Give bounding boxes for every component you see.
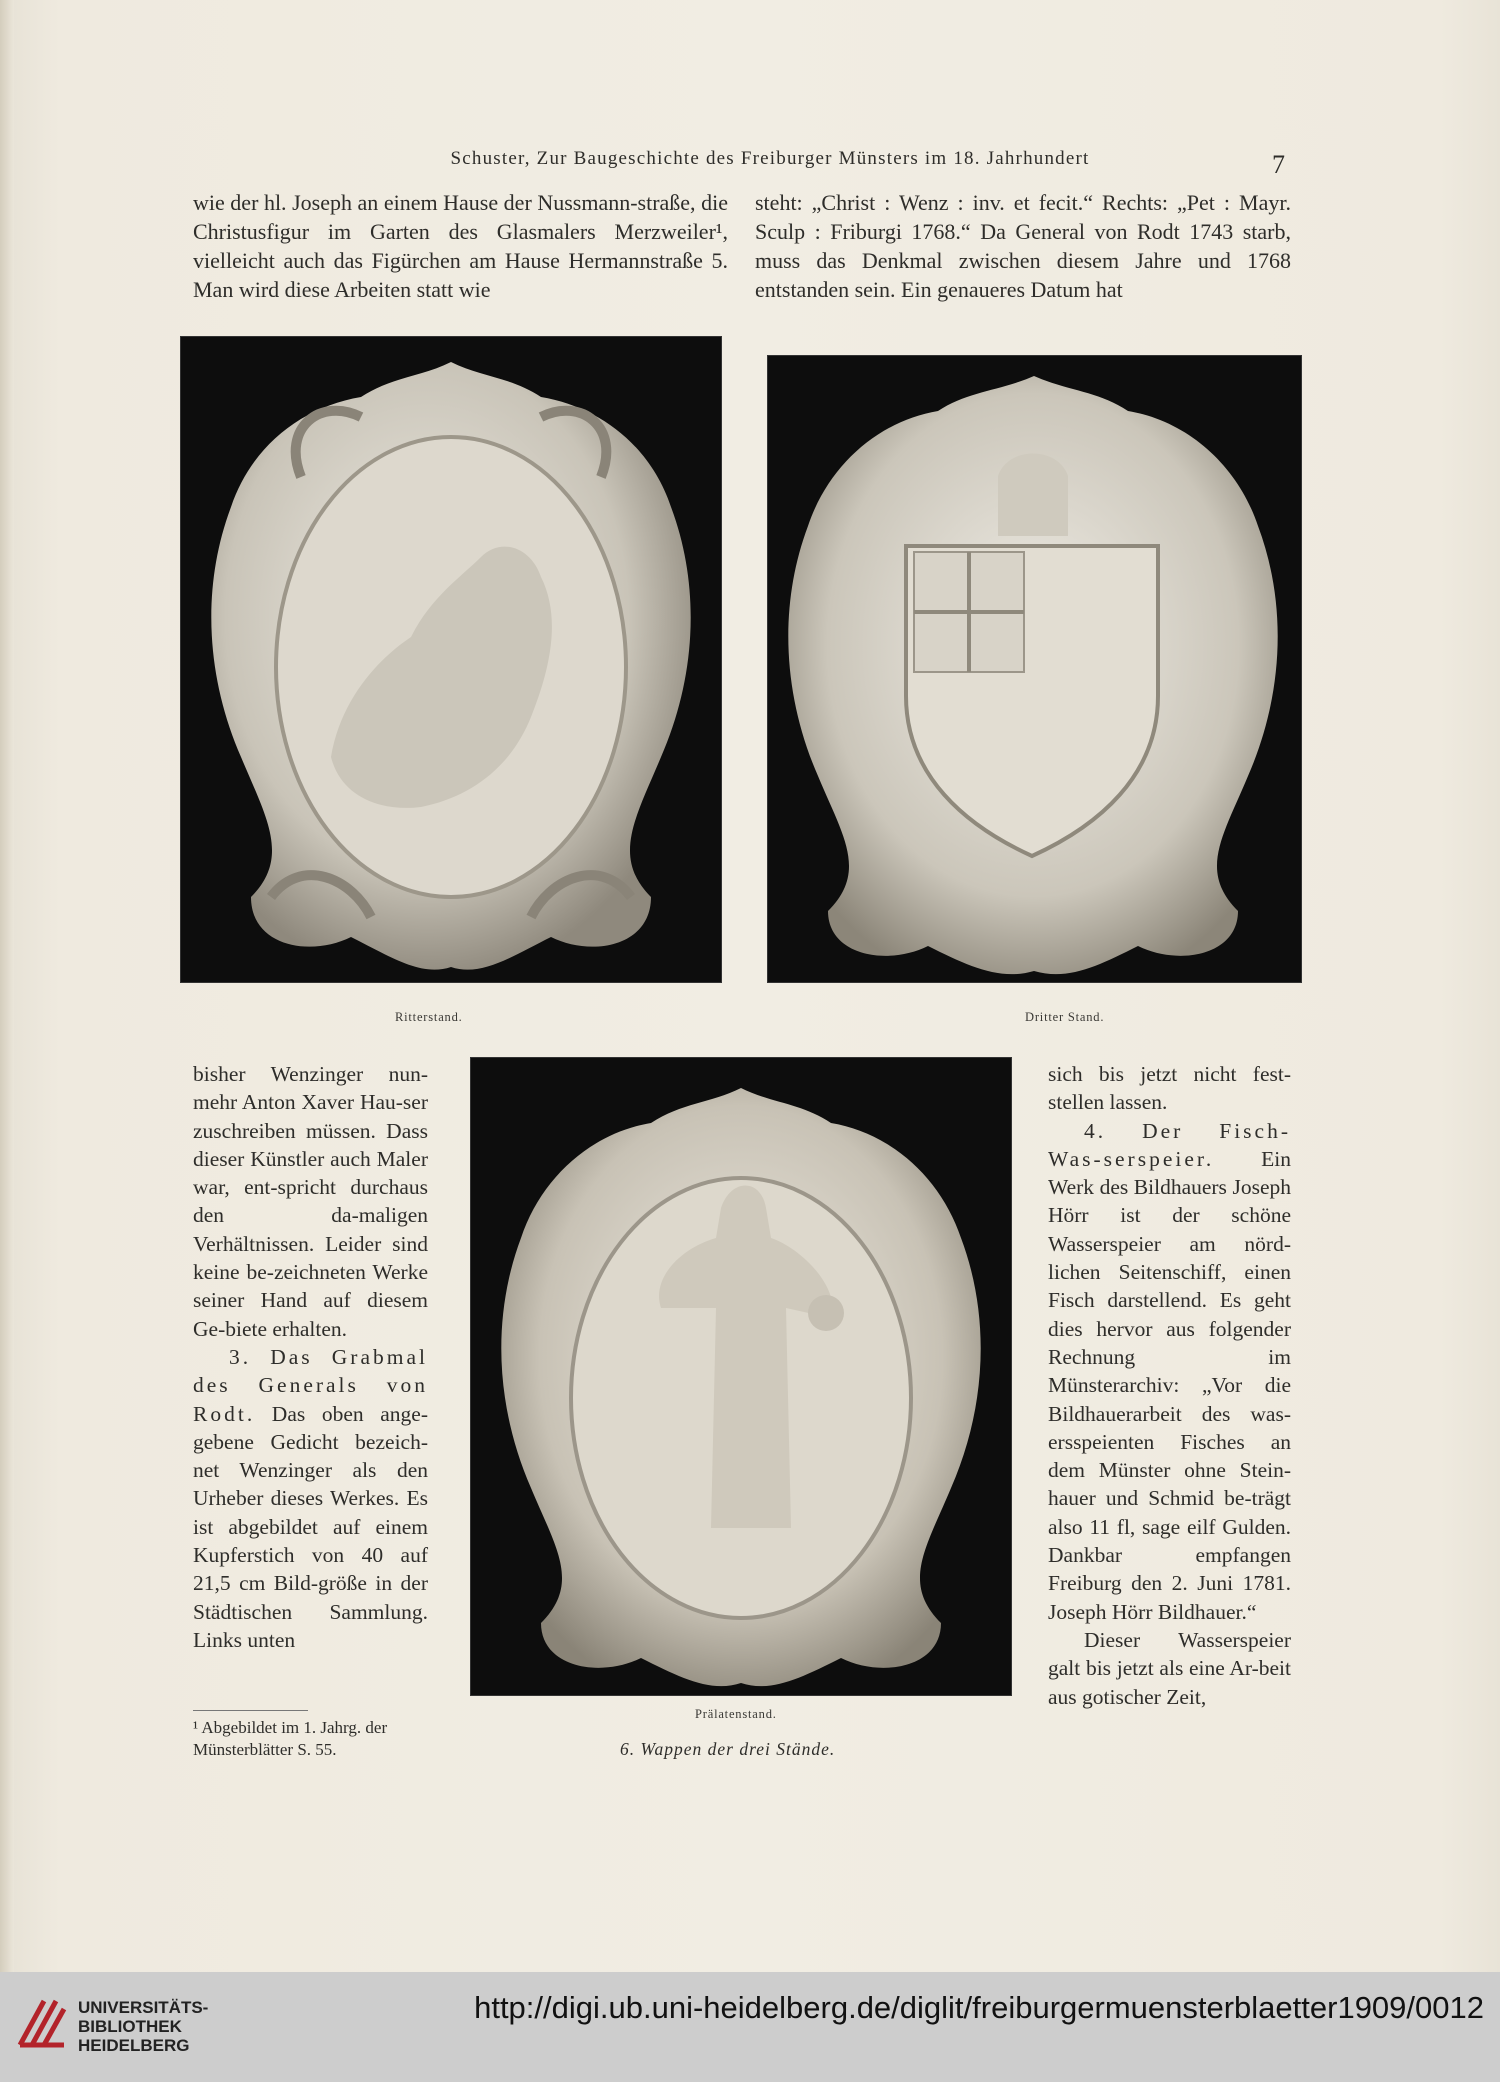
caption-praelatenstand: Prälatenstand. [695,1707,777,1721]
figure-caption: 6. Wappen der drei Stände. [620,1739,836,1759]
cartouche-coat-of-arms-image [768,356,1301,982]
text-column-top-left [193,188,728,304]
plate-praelatenstand [470,1057,1012,1696]
library-name-line: UNIVERSITÄTS- [78,1998,209,2017]
library-name [78,1998,208,2055]
paragraph: sich bis jetzt nicht fest-stellen lassen. [1048,1062,1291,1115]
text-column-middle-right [1048,1060,1291,1711]
caption-ritterstand: Ritterstand. [395,1010,463,1024]
library-name-line: BIBLIOTHEK [78,2017,182,2036]
section-heading: 3. Das Grabmal des Generals von Rodt. [193,1344,428,1426]
cartouche-christ-image [471,1058,1011,1695]
paragraph: Dieser Wasserspeier galt bis jetzt als eine Ar-beit aus gotischer Zeit, [1048,1627,1291,1709]
paragraph-section-4 [1048,1117,1291,1626]
section-heading: 4. Der Fisch-Was-serspeier. [1048,1118,1291,1171]
library-name-line: HEIDELBERG [78,2036,190,2055]
paragraph-text: Ein Werk des Bildhauers Joseph Hörr ist der schöne Wasserspeier am nörd-lichen Seitenschiff, einen Fisch darstellend. Es geht dies hervor aus folgender Rechnung im Münsterarchiv: „Vor die Bildhauerarbeit des was-ersspeienten Fisches an dem Münster ohne Stein-hauer und Schmid be-trägt also 11 fl, sage eilf Gulden. Dankbar empfangen Freiburg den 2. Juni 1781. Joseph Hörr Bildhauer.“ [1048,1146,1291,1624]
text-column-middle-left [193,1060,428,1654]
paragraph: steht: „Christ : Wenz : inv. et fecit.“ Rechts: „Pet : Mayr. Sculp : Friburgi 1768.“ Da General von Rodt 1743 starb, muss das Denkmal zwischen diesem Jahre und 1768 entstanden sein. Ein genaueres Datum hat [755,190,1291,302]
paragraph: wie der hl. Joseph an einem Hause der Nussmann-straße, die Christusfigur im Garten des Glasmalers Merzweiler¹, vielleicht auch das Figürchen am Hause Hermannstraße 5. Man wird diese Arbeiten statt wie [193,190,728,302]
cartouche-knight-image [181,337,721,982]
paragraph-section-3 [193,1343,428,1654]
footnote-rule [193,1710,308,1711]
footnote: ¹ Abgebildet im 1. Jahrg. der Münsterblätter S. 55. [193,1718,388,1759]
paragraph-text: Das oben ange-gebene Gedicht bezeich-net Wenzinger als den Urheber dieses Werkes. Es ist abgebildet auf einem Kupferstich von 40 auf 21,5 cm Bild-größe in der Städtischen Sammlung. Links unten [193,1401,428,1652]
library-logo-icon [14,1993,70,2057]
paragraph: bisher Wenzinger nun-mehr Anton Xaver Hau-ser zuschreiben müssen. Dass dieser Künstler auch Maler war, ent-spricht durchaus den da-maligen Verhältnissen. Leider sind keine be-zeichneten Werke seiner Hand auf diesem Ge-biete erhalten. [193,1062,428,1341]
book-spine-shadow [0,0,14,1972]
plate-ritterstand [180,336,722,983]
library-banner [0,1972,1500,2082]
page-number: 7 [1272,150,1285,179]
plate-dritter-stand [767,355,1302,983]
source-url-link[interactable]: http://digi.ub.uni-heidelberg.de/diglit/freiburgermuensterblaetter1909/0012 [474,1990,1484,2025]
running-header: Schuster, Zur Baugeschichte des Freiburger Münsters im 18. Jahrhundert [450,148,1090,169]
caption-dritter-stand: Dritter Stand. [1025,1010,1105,1024]
text-column-top-right [755,188,1291,304]
